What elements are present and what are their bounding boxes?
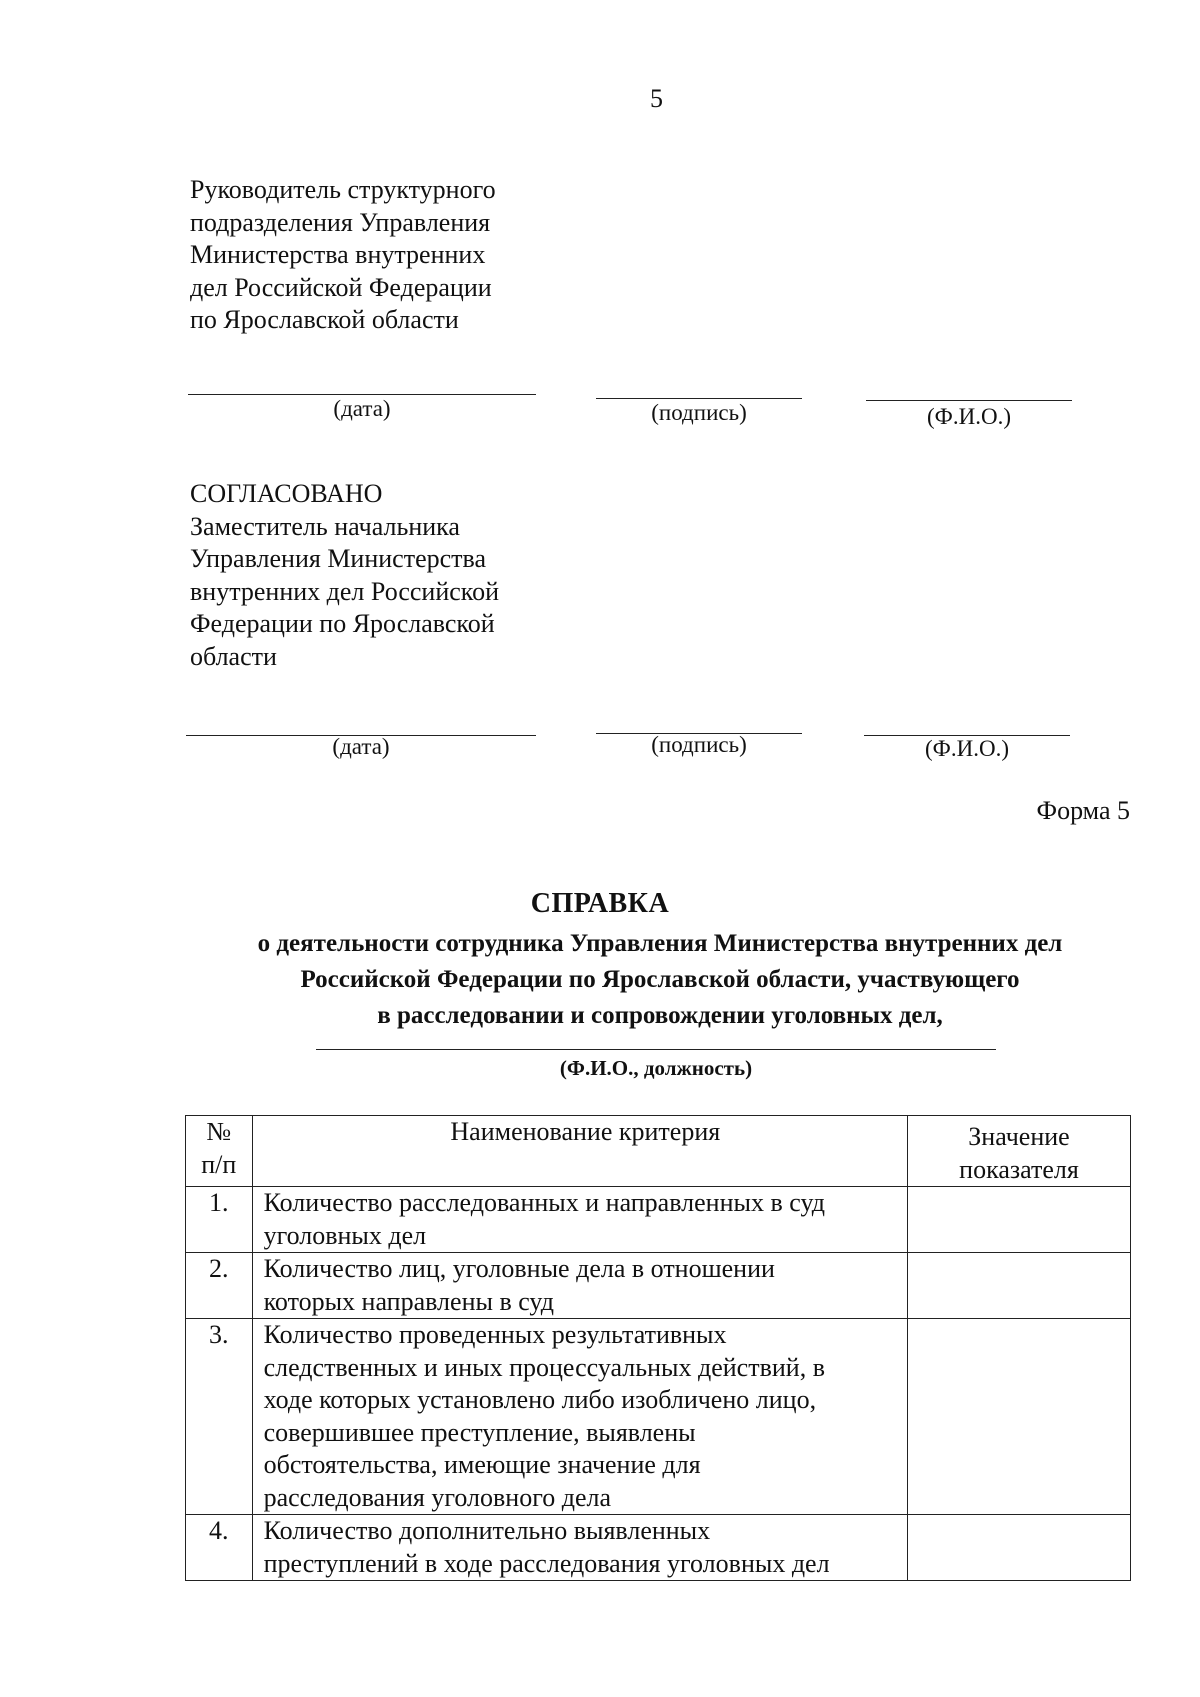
table-row — [186, 1253, 1131, 1319]
row-number: 2. — [186, 1253, 253, 1319]
row-criterion — [252, 1187, 907, 1253]
header-value-line: показателя — [959, 1154, 1079, 1184]
row-value-cell[interactable] — [908, 1187, 1131, 1253]
header-number-line: п/п — [201, 1149, 237, 1179]
head-signatory-line: Министерства внутренних — [190, 240, 486, 269]
criterion-line: расследования уголовного дела — [263, 1482, 612, 1512]
name-label: (Ф.И.О.) — [925, 736, 1009, 761]
criteria-table — [185, 1115, 1131, 1581]
criterion-line: Количество дополнительно выявленных — [263, 1516, 711, 1545]
row-number: 4. — [186, 1515, 253, 1581]
criterion-line: Количество лиц, уголовные дела в отношении — [263, 1254, 775, 1283]
page-number: 5 — [650, 84, 663, 113]
table-header-row — [186, 1116, 1131, 1187]
row-criterion — [252, 1319, 907, 1515]
table-row — [186, 1187, 1131, 1253]
head-signatory-line: подразделения Управления — [190, 207, 491, 237]
head-signatory-line: дел Российской Федерации — [190, 272, 492, 302]
signature-label: (подпись) — [651, 400, 747, 425]
row-value-cell[interactable] — [908, 1515, 1131, 1581]
name-signature-line — [866, 400, 1072, 401]
employee-name-line — [316, 1049, 996, 1050]
head-signatory-block — [190, 174, 496, 337]
signature-line — [596, 398, 802, 399]
approval-heading: СОГЛАСОВАНО — [190, 479, 383, 508]
date-label: (дата) — [332, 734, 390, 759]
header-value-line: Значение — [968, 1122, 1070, 1151]
approval-block — [190, 478, 499, 673]
row-value-cell[interactable] — [908, 1253, 1131, 1319]
document-title: СПРАВКА — [530, 888, 670, 919]
criterion-line: следственных и иных процессуальных действий, в — [263, 1352, 825, 1382]
criterion-line: Количество проведенных результативных — [263, 1320, 727, 1349]
header-number — [186, 1116, 253, 1187]
criterion-line: ходе которых установлено либо изобличено лицо, — [263, 1385, 817, 1414]
approval-line: Федерации по Ярославской — [190, 609, 495, 638]
row-criterion — [252, 1515, 907, 1581]
criterion-line: совершившее преступление, выявлены — [263, 1417, 696, 1447]
approval-line: Управления Министерства — [190, 544, 486, 573]
row-value-cell[interactable] — [908, 1319, 1131, 1515]
employee-name-caption: (Ф.И.О., должность) — [559, 1056, 753, 1080]
document-subtitle — [180, 926, 1140, 1034]
date-signature-line — [188, 394, 536, 395]
criterion-line: уголовных дел — [263, 1220, 427, 1250]
header-number-line: № — [206, 1117, 232, 1146]
approval-line: Заместитель начальника — [190, 511, 460, 541]
head-signatory-line: Руководитель структурного — [190, 175, 496, 204]
criterion-line: преступлений в ходе расследования уголовных дел — [263, 1548, 830, 1578]
approval-line: внутренних дел Российской — [190, 576, 500, 606]
date-label: (дата) — [333, 396, 391, 421]
subtitle-line: в расследовании и сопровождении уголовных дел, — [377, 1002, 943, 1029]
subtitle-line: о деятельности сотрудника Управления Министерства внутренних дел — [257, 930, 1063, 957]
head-signatory-line: по Ярославской области — [190, 305, 459, 334]
signature-label: (подпись) — [651, 732, 747, 757]
criterion-line: Количество расследованных и направленных в суд — [263, 1188, 826, 1217]
row-number: 3. — [186, 1319, 253, 1515]
row-criterion — [252, 1253, 907, 1319]
table-row — [186, 1515, 1131, 1581]
criterion-line: которых направлены в суд — [263, 1286, 555, 1316]
name-label: (Ф.И.О.) — [927, 404, 1011, 429]
table-row — [186, 1319, 1131, 1515]
approval-line: области — [190, 641, 277, 671]
header-value — [908, 1116, 1131, 1187]
header-criterion-name: Наименование критерия — [252, 1116, 907, 1187]
form-label: Форма 5 — [1036, 796, 1130, 825]
subtitle-line: Российской Федерации по Ярославской области, участвующего — [300, 966, 1020, 993]
criterion-line: обстоятельства, имеющие значение для — [263, 1450, 701, 1479]
row-number: 1. — [186, 1187, 253, 1253]
